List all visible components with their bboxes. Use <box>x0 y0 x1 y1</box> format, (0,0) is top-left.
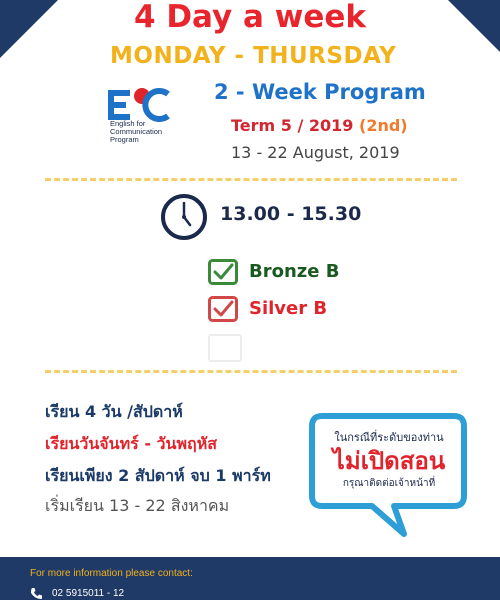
bubble-line-1: ในกรณีที่ระดับของท่าน <box>334 431 444 444</box>
info-line-3: เรียนเพียง 2 สัปดาห์ จบ 1 พาร์ท <box>45 466 271 485</box>
logo-caption <box>110 120 162 144</box>
check-icon <box>208 259 238 285</box>
class-time: 13.00 - 15.30 <box>220 203 362 225</box>
logo-line-1: English for <box>110 119 146 128</box>
ecp-logo <box>108 86 198 146</box>
phone-icon <box>30 587 43 600</box>
term-label <box>231 116 408 135</box>
program-length: 2 - Week Program <box>214 80 426 104</box>
days-subtitle: MONDAY - THURSDAY <box>110 43 397 69</box>
bubble-line-3: กรุณาติดต่อเจ้าหน้าที่ <box>342 478 436 489</box>
term-text: Term 5 / 2019 <box>231 116 354 135</box>
divider-top <box>45 178 457 181</box>
level-label: Silver B <box>249 298 328 319</box>
page-title: 4 Day a week <box>133 0 367 35</box>
level-label: Bronze B <box>249 261 340 282</box>
date-range: 13 - 22 August, 2019 <box>231 143 400 162</box>
check-icon <box>208 296 238 322</box>
info-line-4: เริ่มเรียน 13 - 22 สิงหาคม <box>45 496 230 515</box>
contact-phone[interactable]: 02 5915011 - 12 <box>52 588 125 599</box>
contact-title: For more information please contact: <box>30 568 193 579</box>
speech-bubble-text <box>318 428 460 491</box>
contact-footer <box>0 557 500 600</box>
bubble-line-2: ไม่เปิดสอน <box>332 447 446 475</box>
logo-line-3: Program <box>110 135 139 144</box>
clock-icon <box>160 193 208 241</box>
divider-bottom <box>45 370 457 373</box>
info-line-2: เรียนวันจันทร์ - วันพฤหัส <box>45 434 217 453</box>
faded-checkbox <box>208 334 242 362</box>
info-line-1: เรียน 4 วัน /สัปดาห์ <box>45 402 183 421</box>
term-suffix: (2nd) <box>359 116 408 135</box>
logo-line-2: Communication <box>110 127 163 136</box>
